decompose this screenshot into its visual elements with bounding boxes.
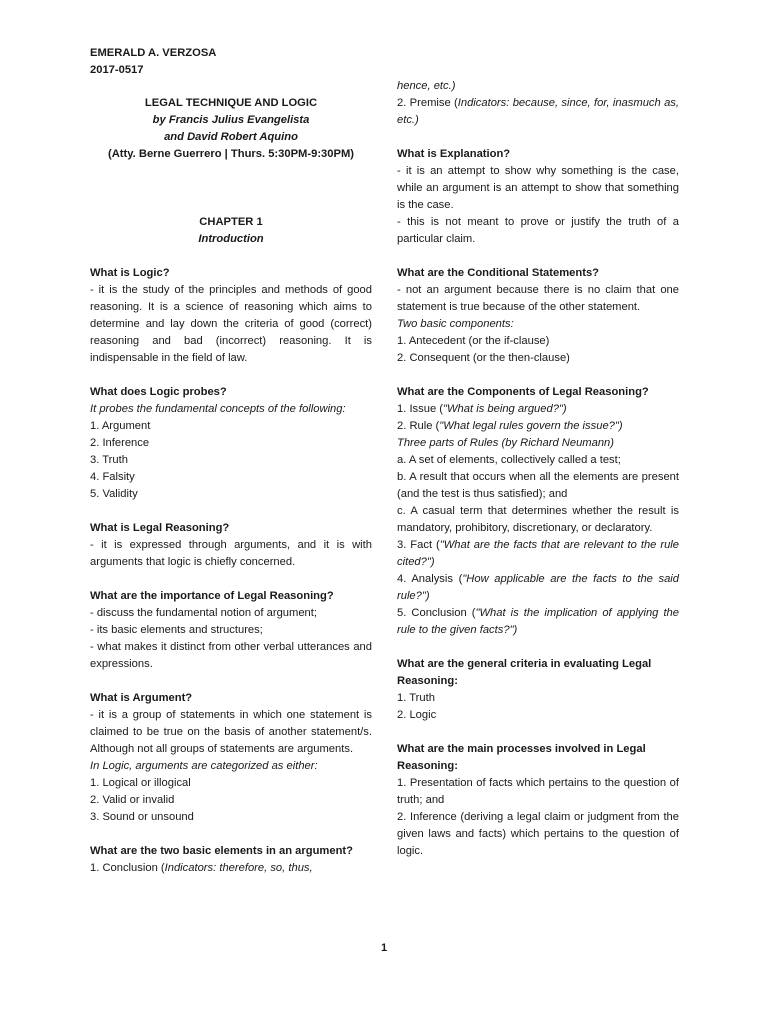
component-question: "How applicable are the facts to the said rule?") (397, 573, 680, 602)
student-id: 2017-0517 (90, 64, 144, 76)
list-item: 1. Argument (90, 420, 151, 432)
element-label: 1. Conclusion ( (90, 862, 165, 874)
page-number: 1 (380, 942, 388, 954)
list-item: 5. Validity (90, 488, 138, 500)
component-question: "What are the facts that are relevant to the rule cited?") (397, 539, 680, 568)
element-conclusion-continued: hence, etc.) (397, 80, 456, 92)
list-item: 2. Inference (90, 437, 150, 449)
component-question: "What is being argued?") (443, 403, 567, 415)
author-name: EMERALD A. VERZOSA (90, 47, 217, 59)
chapter-number: CHAPTER 1 (199, 216, 263, 228)
conditional-components-intro: Two basic components: (397, 318, 514, 330)
list-item: 3. Truth (90, 454, 128, 466)
component-question: "What legal rules govern the issue?") (439, 420, 623, 432)
list-item: 2. Consequent (or the then-clause) (397, 352, 570, 364)
list-item: c. A casual term that determines whether the result is mandatory, prohibitory, discretionary, or declaratory. (397, 505, 679, 534)
component-conclusion (397, 605, 679, 639)
question-argument: What is Argument? (90, 692, 193, 704)
probes-intro: It probes the fundamental concepts of the following: (90, 403, 346, 415)
list-item: - discuss the fundamental notion of argument; (90, 607, 317, 619)
component-question: "What is the implication of applying the rule to the given facts?") (397, 607, 679, 636)
chapter-name: Introduction (198, 233, 264, 245)
byline-1: by Francis Julius Evangelista (152, 114, 310, 126)
list-item: - what makes it distinct from other verbal utterances and expressions. (90, 641, 372, 670)
list-item: 4. Falsity (90, 471, 135, 483)
list-item: 1. Presentation of facts which pertains to the question of truth; and (397, 777, 679, 806)
question-components: What are the Components of Legal Reasoning? (397, 386, 649, 398)
answer-explanation-1: - it is an attempt to show why something is the case, while an argument is an attempt to show that something is the case. (397, 165, 679, 211)
element-conclusion (90, 860, 372, 877)
list-item: a. A set of elements, collectively called a test; (397, 454, 621, 466)
element-premise (397, 95, 679, 129)
question-criteria: What are the general criteria in evaluating Legal Reasoning: (397, 658, 652, 687)
component-label: 2. Rule ( (397, 420, 440, 432)
component-issue (397, 401, 679, 418)
rules-intro: Three parts of Rules (by Richard Neumann) (397, 437, 615, 449)
right-column (397, 78, 679, 860)
byline-2: and David Robert Aquino (164, 131, 298, 143)
element-label: 2. Premise ( (397, 97, 458, 109)
component-analysis (397, 571, 679, 605)
element-indicators: Indicators: therefore, so, thus, (164, 862, 313, 874)
element-indicators: Indicators: because, since, for, inasmuch as, etc.) (397, 97, 679, 126)
answer-explanation-2: - this is not meant to prove or justify the truth of a particular claim. (397, 216, 679, 245)
component-label: 1. Issue ( (397, 403, 444, 415)
answer-legal-reasoning: - it is expressed through arguments, and it is with arguments that logic is chiefly concerned. (90, 539, 372, 568)
answer-what-is-logic: - it is the study of the principles and methods of good reasoning. It is a science of reasoning which aims to determine and lay down the criteria of good (correct) reasoning and bad (incorrect) reasoning. It is indispensable in the field of law. (90, 284, 372, 364)
question-logic-probes: What does Logic probes? (90, 386, 227, 398)
component-label: 4. Analysis ( (397, 573, 463, 585)
course-title: LEGAL TECHNIQUE AND LOGIC (144, 97, 318, 109)
list-item: 3. Sound or unsound (90, 811, 194, 823)
answer-conditional: - not an argument because there is no claim that one statement is true because of the other statement. (397, 284, 679, 313)
component-label: 5. Conclusion ( (397, 607, 476, 619)
answer-argument: - it is a group of statements in which one statement is claimed to be true on the basis of another statement/s. Although not all groups of statements are arguments. (90, 709, 372, 755)
instructor-line: (Atty. Berne Guerrero | Thurs. 5:30PM-9:30PM) (108, 148, 354, 160)
question-basic-elements: What are the two basic elements in an argument? (90, 845, 353, 857)
list-item: 1. Antecedent (or the if-clause) (397, 335, 550, 347)
list-item: 2. Valid or invalid (90, 794, 175, 806)
component-rule (397, 418, 679, 435)
question-conditional: What are the Conditional Statements? (397, 267, 600, 279)
argument-categories-intro: In Logic, arguments are categorized as either: (90, 760, 318, 772)
question-legal-reasoning: What is Legal Reasoning? (90, 522, 230, 534)
author-block (90, 45, 216, 79)
list-item: b. A result that occurs when all the elements are present (and the test is thus satisfied); and (397, 471, 679, 500)
list-item: - its basic elements and structures; (90, 624, 263, 636)
component-fact (397, 537, 679, 571)
list-item: 2. Logic (397, 709, 437, 721)
component-label: 3. Fact ( (397, 539, 440, 551)
question-what-is-logic: What is Logic? (90, 267, 170, 279)
question-importance: What are the importance of Legal Reasoning? (90, 590, 334, 602)
question-explanation: What is Explanation? (397, 148, 511, 160)
left-column (90, 95, 372, 877)
list-item: 2. Inference (deriving a legal claim or judgment from the given laws and facts) which pertains to the question of logic. (397, 811, 679, 857)
list-item: 1. Truth (397, 692, 435, 704)
question-processes: What are the main processes involved in Legal Reasoning: (397, 743, 646, 772)
list-item: 1. Logical or illogical (90, 777, 191, 789)
